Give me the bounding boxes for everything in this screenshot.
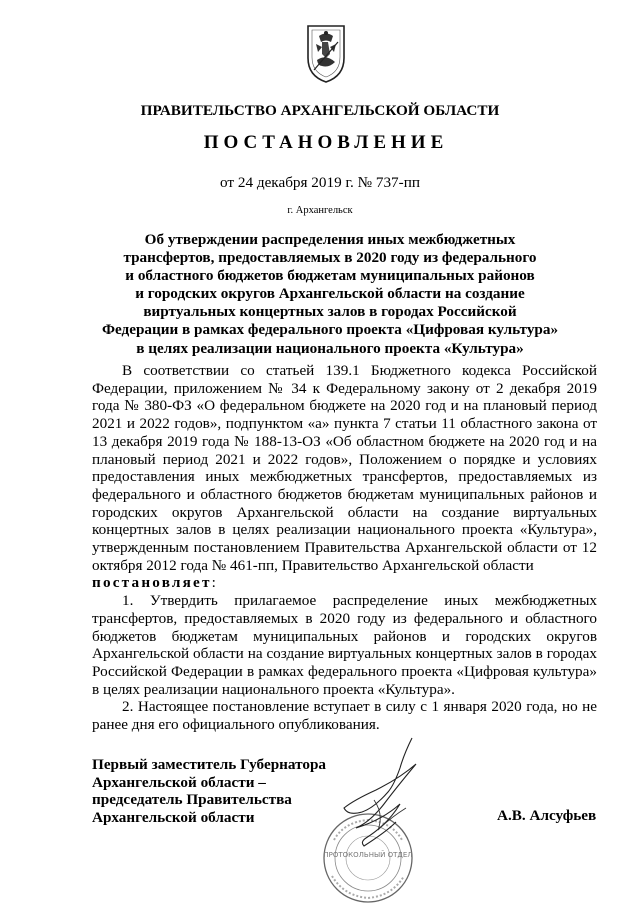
official-stamp-and-signature [304,730,454,906]
item-2-paragraph: 2. Настоящее постановление вступает в силу с 1 января 2020 года, но не ранее дня его официального опубликования. [92,698,597,734]
item-1-paragraph: 1. Утвердить прилагаемое распределение иных межбюджетных трансфертов, предоставляемых в 2020 году из федерального и областного бюджетов бюджетам муниципальных районов и городских округов Архангельской области на создание виртуальных концертных залов в городах Российской Федерации в рамках федерального проекта «Цифровая культура» в целях реализации национального проекта «Культура». [92,592,597,698]
title-line: Об утверждении распределения иных межбюджетных [144,231,516,248]
government-name: ПРАВИТЕЛЬСТВО АРХАНГЕЛЬСКОЙ ОБЛАСТИ [140,102,500,119]
position-line: Архангельской области – [92,773,266,791]
resolves-line [92,574,597,592]
preamble-paragraph [92,362,597,574]
document-city: г. Архангельск [287,205,353,216]
title-line: виртуальных концертных залов в городах Российской [143,303,517,321]
document-type: ПОСТАНОВЛЕНИЕ [203,132,449,153]
coat-of-arms-icon [304,22,348,84]
position-line: председатель Правительства [92,791,292,809]
position-line: Архангельской области [92,808,255,826]
title-line: и областного бюджетов бюджетам муниципальных районов [125,267,535,285]
title-line: в целях реализации национального проекта «Культура» [136,339,524,357]
signatory-name: А.В. Алсуфьев [497,807,597,824]
resolves-colon: : [211,574,216,592]
document-body [92,362,597,734]
stamp-text: ПРОТОКОЛЬНЫЙ ОТДЕЛ [323,851,413,859]
resolves-word: постановляет [92,574,212,592]
preamble-text: В соответствии со статьей 139.1 Бюджетного кодекса Российской Федерации, приложением № 34 к Федеральному закону от 2 декабря 2019 года № 380-ФЗ «О федеральном бюджете на 2020 год и на плановый период 2021 и 2022 годов», подпунктом «а» пункта 7 статьи 11 областного закона от 13 декабря 2019 года № 188-13-ОЗ «Об областном бюджете на 2020 год и на плановый период 2021 и 2022 годов», Положением о порядке и условиях предоставления иных межбюджетных трансфертов, предоставляемых из федерального и областного бюджетов бюджетам муниципальных районов и городских округов Архангельской области на создание виртуальных концертных залов в целях реализации национального проекта «Культура», утвержденным постановлением Правительства Архангельской области от 12 октября 2012 года № 461-пп, Правительство Архангельской области [92,362,597,574]
signatory-position [92,756,326,826]
document-date-number: от 24 декабря 2019 г. № 737-пп [220,174,420,191]
title-line: трансфертов, предоставляемых в 2020 году из федерального [123,249,537,267]
title-line: и городских округов Архангельской области на создание [135,285,525,303]
title-line: Федерации в рамках федерального проекта «Цифровая культура» [101,321,559,339]
document-title [100,231,560,358]
position-line: Первый заместитель Губернатора [92,756,326,773]
